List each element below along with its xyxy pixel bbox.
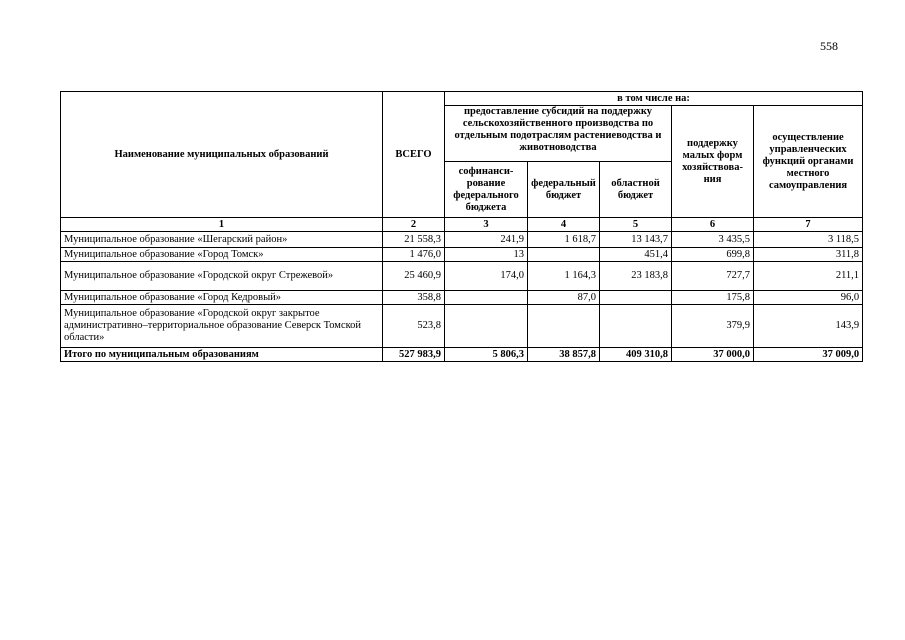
cell-cofin xyxy=(445,291,528,305)
cell-federal: 87,0 xyxy=(528,291,600,305)
header-small-forms: поддержку малых форм хозяйствова-ния xyxy=(672,106,754,218)
total-cell-cofin: 5 806,3 xyxy=(445,348,528,362)
cell-small-forms: 3 435,5 xyxy=(672,232,754,248)
cell-management: 3 118,5 xyxy=(754,232,863,248)
cell-management: 96,0 xyxy=(754,291,863,305)
cell-regional: 23 183,8 xyxy=(600,262,672,291)
cell-total: 358,8 xyxy=(383,291,445,305)
column-number: 2 xyxy=(383,218,445,232)
total-cell-regional: 409 310,8 xyxy=(600,348,672,362)
table-row xyxy=(61,262,863,291)
header-including: в том числе на: xyxy=(445,92,863,106)
cell-management: 211,1 xyxy=(754,262,863,291)
total-row-name: Итого по муниципальным образованиям xyxy=(61,348,383,362)
cell-federal: 1 618,7 xyxy=(528,232,600,248)
cell-regional xyxy=(600,291,672,305)
row-name: Муниципальное образование «Шегарский район» xyxy=(61,232,383,248)
column-number: 1 xyxy=(61,218,383,232)
column-number: 5 xyxy=(600,218,672,232)
column-number: 3 xyxy=(445,218,528,232)
cell-total: 523,8 xyxy=(383,305,445,348)
row-name: Муниципальное образование «Город Томск» xyxy=(61,248,383,262)
header-cofin: софинанси-рование федерального бюджета xyxy=(445,162,528,218)
page-number: 558 xyxy=(820,39,838,53)
cell-small-forms: 379,9 xyxy=(672,305,754,348)
table-row xyxy=(61,305,863,348)
cell-small-forms: 727,7 xyxy=(672,262,754,291)
header-regional: областной бюджет xyxy=(600,162,672,218)
cell-cofin: 241,9 xyxy=(445,232,528,248)
header-subsidy-group: предоставление субсидий на поддержку сельскохозяйственного производства по отдельным подотраслям растениеводства и животноводства xyxy=(445,106,672,162)
cell-cofin: 174,0 xyxy=(445,262,528,291)
cell-total: 21 558,3 xyxy=(383,232,445,248)
table-row xyxy=(61,291,863,305)
total-cell-management: 37 009,0 xyxy=(754,348,863,362)
header-total: ВСЕГО xyxy=(383,92,445,218)
cell-small-forms: 699,8 xyxy=(672,248,754,262)
subsidy-table xyxy=(60,91,863,362)
cell-federal xyxy=(528,305,600,348)
cell-total: 25 460,9 xyxy=(383,262,445,291)
cell-cofin xyxy=(445,305,528,348)
cell-small-forms: 175,8 xyxy=(672,291,754,305)
header-federal: федеральный бюджет xyxy=(528,162,600,218)
cell-regional: 13 143,7 xyxy=(600,232,672,248)
cell-total: 1 476,0 xyxy=(383,248,445,262)
column-number: 4 xyxy=(528,218,600,232)
cell-cofin: 13 xyxy=(445,248,528,262)
cell-management: 143,9 xyxy=(754,305,863,348)
cell-federal: 1 164,3 xyxy=(528,262,600,291)
row-name: Муниципальное образование «Городской округ Стрежевой» xyxy=(61,262,383,291)
total-cell-federal: 38 857,8 xyxy=(528,348,600,362)
cell-regional xyxy=(600,305,672,348)
header-management: осуществление управленческих функций органами местного самоуправления xyxy=(754,106,863,218)
column-number-row xyxy=(61,218,863,232)
cell-management: 311,8 xyxy=(754,248,863,262)
total-cell-total: 527 983,9 xyxy=(383,348,445,362)
column-number: 6 xyxy=(672,218,754,232)
cell-regional: 451,4 xyxy=(600,248,672,262)
total-cell-small-forms: 37 000,0 xyxy=(672,348,754,362)
column-number: 7 xyxy=(754,218,863,232)
table-row xyxy=(61,248,863,262)
row-name: Муниципальное образование «Городской округ закрытое административно–территориальное образование Северск Томской области» xyxy=(61,305,383,348)
total-row xyxy=(61,348,863,362)
cell-federal xyxy=(528,248,600,262)
header-name: Наименование муниципальных образований xyxy=(61,92,383,218)
row-name: Муниципальное образование «Город Кедровый» xyxy=(61,291,383,305)
table-row xyxy=(61,232,863,248)
